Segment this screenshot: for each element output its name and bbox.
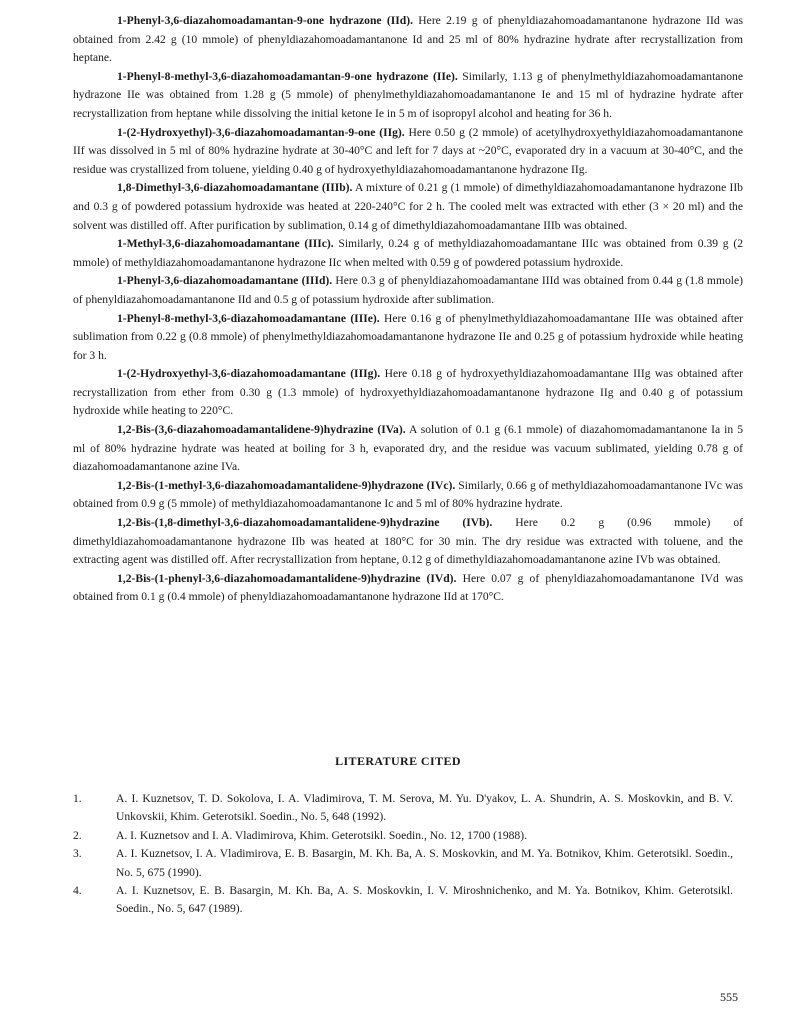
compound-title: 1-Phenyl-3,6-diazahomoadamantan-9-one hydrazone (IId). [117, 14, 413, 27]
paragraph-text: A mixture of 0.21 g (1 mmole) of dimethyldiazahomoadamantanone hydrazone IIb and 0.3 g of powdered potassium hydroxide was heated at 220-240°C for 2 h. The cooled melt was extracted with ether (3 × 20 ml) and the solvent was distilled off. After purification by sublimation, 0.14 g of dimethyldiazahomoadamantane IIIb was obtained. [73, 181, 743, 232]
reference-number: 1. [73, 792, 82, 805]
reference-list [73, 790, 733, 919]
paragraph-text: Similarly, 1.13 g of phenylmethyldiazahomoadamantanone hydrazone IIe was obtained from 1.28 g (5 mmole) of phenylmethyldiazahomoadamantanone Ie and 15 ml of hydrazine hydrate after recrystallization from heptane while dissolving the initial ketone Ie in 5 m of isopropyl alcohol and heating for 36 h. [73, 69, 743, 120]
compound-title: 1,2-Bis-(1,8-dimethyl-3,6-diazahomoadamantalidene-9)hydrazine (IVb). [117, 516, 493, 530]
paragraph-ivd [73, 570, 743, 607]
reference-text: A. I. Kuznetsov, T. D. Sokolova, I. A. Vladimirova, T. M. Serova, M. Yu. D'yakov, L. A. Shundrin, A. S. Moskovkin, and B. V. Unkovskii, Khim. Geterotsikl. Soedin., No. 5, 648 (1992). [116, 792, 733, 824]
reference-item [73, 882, 733, 919]
compound-title: 1-Phenyl-3,6-diazahomoadamantane (IIId). [117, 274, 333, 288]
reference-number: 2. [73, 828, 82, 842]
paragraph-text: Similarly, 0.24 g of methyldiazahomoadamantane IIIc was obtained from 0.39 g (2 mmole) of methyldiazahomoadamantanone hydrazone IIc when melted with 0.59 g of powdered potassium hydroxide. [73, 237, 743, 269]
paragraph-text: Here 2.19 g of phenyldiazahomoadamantanone hydrazone IId was obtained from 2.42 g (10 mmole) of phenyldiazahomoadamantanone Id and 25 ml of 80% hydrazine hydrate after recrystallization from heptane. [73, 14, 743, 65]
paragraph-iiic [73, 235, 743, 272]
paragraph-iiig [73, 365, 743, 421]
paragraph-iie [73, 68, 743, 124]
paragraph-text: Similarly, 0.66 g of methyldiazahomoadamantanone IVc was obtained from 0.9 g (5 mmole) of methyldiazahomoadamantanone Ic and 5 ml of 80% hydrazine hydrate. [73, 478, 743, 511]
paragraph-text: A solution of 0.1 g (6.1 mmole) of diazahomomadamantanone Ia in 5 ml of 80% hydrazine hydrate was heated at boiling for 3 h, evaporated dry, and the residue was vacuum sublimated, yielding 0.78 g of diazahomoadamantanone azine IVa. [73, 423, 743, 474]
compound-title: 1-(2-Hydroxyethyl)-3,6-diazahomoadamantan-9-one (IIg). [117, 125, 405, 139]
paragraph-iiib [73, 179, 743, 235]
compound-title: 1-Methyl-3,6-diazahomoadamantane (IIIc). [117, 237, 334, 251]
paragraph-iiie [73, 310, 743, 366]
reference-number: 3. [73, 847, 82, 861]
reference-item [73, 790, 733, 827]
paragraph-text: Here 0.50 g (2 mmole) of acetylhydroxyethyldiazahomoadamantanone IIf was dissolved in 5 ml of 80% hydrazine hydrate at 30-40°C and left for 7 days at ~20°C, evaporated dry in a vacuum at 30-40°C, and the residue was crystallized from toluene, yielding 0.40 g of hydroxyethyldiazahomoadamantanone hydrazone IIg. [73, 125, 744, 176]
paragraph-ivb [73, 514, 743, 570]
reference-text: A. I. Kuznetsov, I. A. Vladimirova, E. B. Basargin, M. Kh. Ba, A. S. Moskovkin, and M. Ya. Botnikov, Khim. Geterotsikl. Soedin., No. 5, 675 (1990). [116, 847, 733, 879]
compound-title: 1-Phenyl-8-methyl-3,6-diazahomoadamantan-9-one hydrazone (IIe). [117, 69, 458, 83]
compound-title: 1,2-Bis-(1-phenyl-3,6-diazahomoadamantalidene-9)hydrazine (IVd). [117, 571, 457, 585]
paragraph-iid [73, 12, 743, 68]
reference-number: 4. [73, 884, 82, 898]
reference-text: A. I. Kuznetsov and I. A. Vladimirova, Khim. Geterotsikl. Soedin., No. 12, 1700 (1988). [116, 828, 527, 842]
compound-title: 1-Phenyl-8-methyl-3,6-diazahomoadamantane (IIIe). [117, 311, 380, 325]
compound-title: 1,2-Bis-(1-methyl-3,6-diazahomoadamantalidene-9)hydrazone (IVc). [117, 478, 456, 492]
paragraph-text: Here 0.07 g of phenyldiazahomoadamantanone IVd was obtained from 0.1 g (0.4 mmole) of phenyldiazahomoadamantanone hydrazone IId at 170°C. [73, 571, 743, 604]
paragraph-iig [73, 124, 743, 180]
page-number: 555 [720, 990, 738, 1004]
paragraph-ivc [73, 477, 743, 514]
reference-text: A. I. Kuznetsov, E. B. Basargin, M. Kh. Ba, A. S. Moskovkin, I. V. Miroshnichenko, and M. Ya. Botnikov, Khim. Geterotsikl. Soedin., No. 5, 647 (1989). [116, 884, 733, 916]
reference-item [73, 845, 733, 882]
reference-item [73, 827, 733, 845]
compound-title: 1-(2-Hydroxyethyl-3,6-diazahomoadamantane (IIIg). [117, 367, 381, 381]
compound-title: 1,8-Dimethyl-3,6-diazahomoadamantane (IIIb). [117, 181, 353, 195]
experimental-section [73, 12, 743, 607]
paragraph-iiid [73, 272, 743, 309]
compound-title: 1,2-Bis-(3,6-diazahomoadamantalidene-9)hydrazine (IVa). [117, 423, 406, 437]
literature-heading: LITERATURE CITED [335, 754, 461, 768]
paragraph-text: Here 0.3 g of phenyldiazahomoadamantane IIId was obtained from 0.44 g (1.8 mmole) of phenyldiazahomoadamantanone IId and 0.5 g of potassium hydroxide after sublimation. [73, 274, 743, 306]
paragraph-iva [73, 421, 743, 477]
paragraph-text: Here 0.18 g of hydroxyethyldiazahomoadamantane IIIg was obtained after recrystallization from ether from 0.30 g (1.3 mmole) of hydroxyethyldiazahomoadamantanone hydrazone IIg and 0.40 g of potassium hydroxide while heating to 220°C. [73, 367, 744, 418]
paragraph-text: Here 0.2 g (0.96 mmole) of dimethyldiazahomoadamantanone hydrazone IIb was heated at 180°C for 30 min. The dry residue was extracted with toluene, and the extracting agent was distilled off. After recrystallization from heptane, 0.12 g of dimethyldiazahomoadamantanone azine IVb was obtained. [73, 516, 743, 567]
paragraph-text: Here 0.16 g of phenylmethyldiazahomoadamantane IIIe was obtained after sublimation from 0.22 g (0.8 mmole) of phenylmethyldiazahomoadamantanone hydrazone IIe and 0.25 g of potassium hydroxide while heating for 3 h. [73, 311, 743, 362]
